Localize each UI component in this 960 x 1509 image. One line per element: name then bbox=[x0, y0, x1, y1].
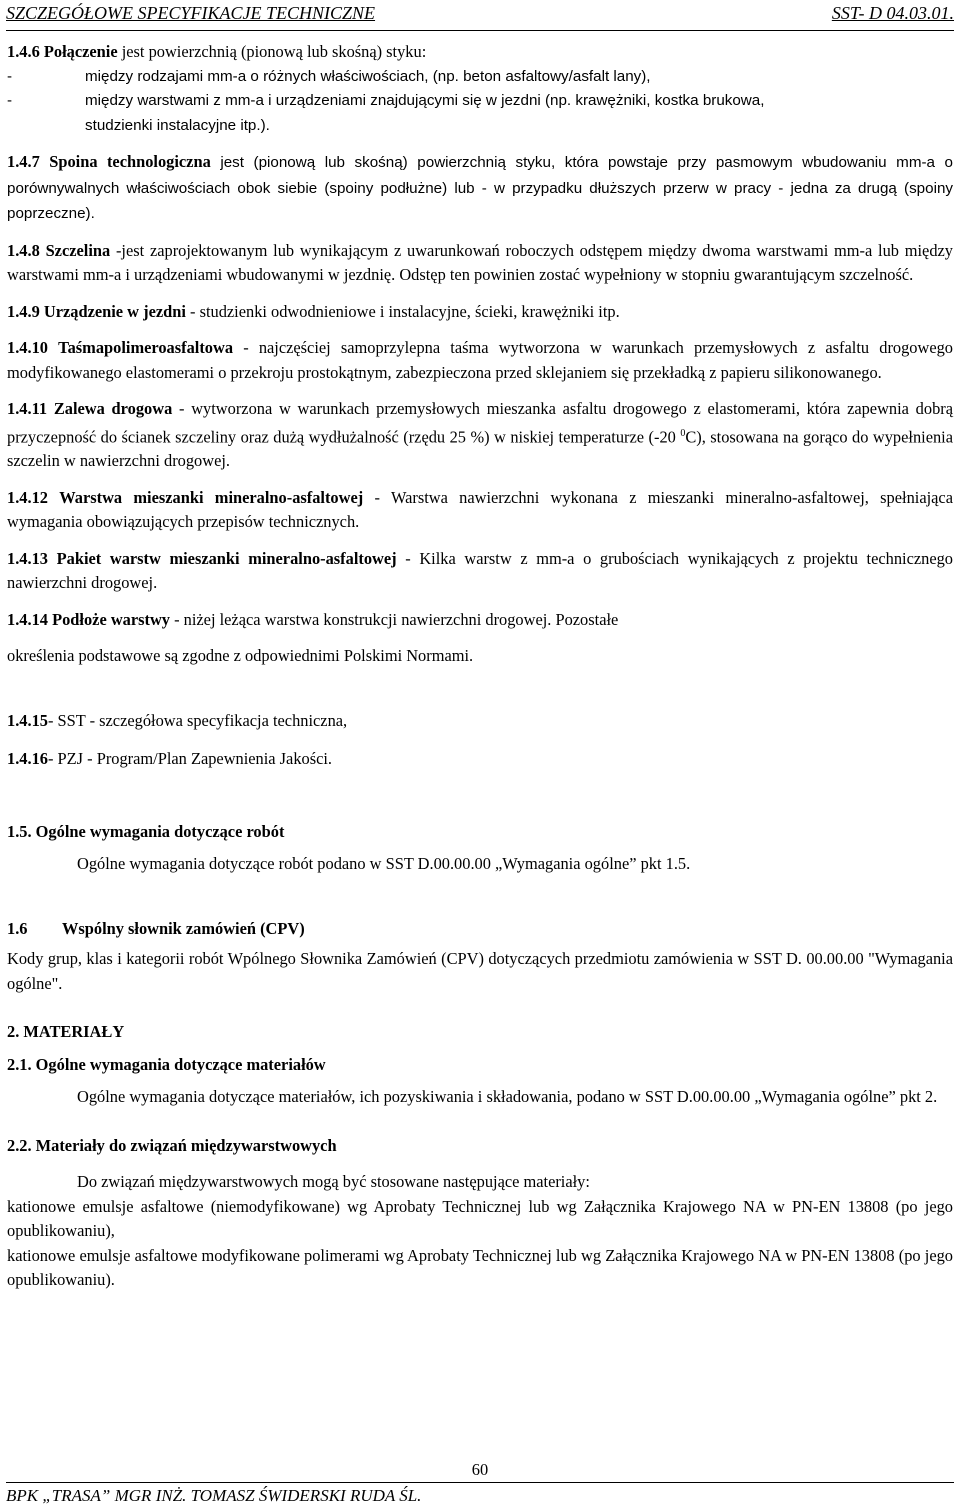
definition-term: Połączenie bbox=[43, 42, 118, 61]
list-item: kationowe emulsje asfaltowe modyfikowane polimerami wg Aprobaty Technicznej lub wg Załącznika Krajowego NA w PN-EN 13808 (po jego opublikowaniu). bbox=[7, 1245, 953, 1290]
definition-text: -jest zaprojektowanym lub wynikającym z uwarunkowań roboczych odstępem między dwoma warstwami mm-a lub między warstwami mm-a i urządzeniami wbudowanymi w jezdnię. Odstęp ten powinien zostać wypełniony w stopniu gwarantującym szczelność. bbox=[7, 240, 953, 284]
list-item: - między rodzajami mm-a o różnych właściwościach, (np. beton asfaltowy/asfalt lany), bbox=[7, 67, 651, 85]
header-title: SZCZEGÓŁOWE SPECYFIKACJE TECHNICZNE bbox=[6, 3, 376, 23]
definition-term: Szczelina bbox=[45, 240, 111, 260]
definition-1-4-15: 1.4.15- SST - szczegółowa specyfikacja techniczna, bbox=[7, 710, 348, 730]
definition-1-4-14-continued: określenia podstawowe są zgodne z odpowiednimi Polskimi Normami. bbox=[7, 646, 474, 666]
definition-text: - Kilka warstw z mm-a o grubościach wynikających z projektu technicznego nawierzchni drogowej. bbox=[7, 548, 953, 593]
header-code: SST- D 04.03.01. bbox=[831, 3, 954, 23]
definition-1-4-12: 1.4.12 Warstwa mieszanki mineralno-asfaltowej - Warstwa nawierzchni wykonana z mieszanki mineralno-asfaltowej, spełniająca wymagania obowiązujących przepisów technicznych. bbox=[7, 487, 953, 532]
section-text-1-6: Kody grup, klas i kategorii robót Wpólnego Słownika Zamówień (CPV) dotyczących przedmiotu zamówienia w SST D. 00.00.00 "Wymagania ogólne". bbox=[7, 949, 953, 993]
definition-1-4-14: 1.4.14 Podłoże warstwy - niżej leżąca warstwa konstrukcji nawierzchni drogowej. Pozostałe bbox=[7, 609, 619, 629]
section-intro-2-2: Do związań międzywarstwowych mogą być stosowane następujące materiały: bbox=[77, 1172, 590, 1192]
definition-1-4-6 bbox=[7, 40, 953, 138]
definition-text: - Warstwa nawierzchni wykonana z mieszanki mineralno-asfaltowej, spełniająca wymagania obowiązujących przepisów technicznych. bbox=[7, 487, 953, 532]
section-heading-1-6: 1.6 Wspólny słownik zamówień (CPV) bbox=[7, 918, 305, 938]
definition-term: Podłoże warstwy bbox=[52, 609, 170, 629]
section-heading-2: 2. MATERIAŁY bbox=[7, 1022, 125, 1042]
page-header bbox=[6, 0, 954, 31]
definition-term: Pakiet warstw mieszanki mineralno-asfaltowej bbox=[56, 548, 397, 568]
section-heading-2-1: 2.1. Ogólne wymagania dotyczące materiałów bbox=[7, 1054, 326, 1074]
page-number: 60 bbox=[471, 1460, 489, 1479]
definition-text: jest powierzchnią (pionową lub skośną) styku: bbox=[117, 42, 427, 61]
definition-1-4-11: 1.4.11 Zalewa drogowa - wytworzona w warunkach przemysłowych mieszanka asfaltu drogowego z elastomerami, która zapewnia dobrą przyczepność do ścianek szczeliny oraz dużą wydłużalność (rzędu 25 %) w niskiej temperaturze (-20 $^0$C), stosowana na gorąco do wypełnienia szczelin w nawierzchni drogowej. bbox=[7, 399, 954, 471]
definition-1-4-7: 1.4.7 Spoina technologiczna jest (pionową lub skośną) powierzchnią styku, która powstaje przy pasmowym wbudowaniu mm-a o porównywalnych właściwościach obok siebie (spoiny podłużne) lub - w przypadku dłuższych przerw w pracy - jedna za drugą (spoiny poprzeczne). bbox=[7, 152, 953, 222]
definition-text: - studzienki odwodnieniowe i instalacyjne, ścieki, krawężniki itp. bbox=[185, 301, 620, 321]
definition-text: - najczęściej samoprzylepna taśma wytworzona w warunkach przemysłowych z asfaltu drogowego modyfikowanego elastomerami o przekroju prostokątnym, zabezpieczona przed sklejaniem się przekładką z papieru silikonowanego. bbox=[7, 338, 953, 382]
footer-text: BPK „TRASA” MGR INŻ. TOMASZ ŚWIDERSKI RUDA ŚL. bbox=[6, 1486, 422, 1505]
definition-term: Spoina technologiczna bbox=[49, 152, 211, 171]
definition-term: Warstwa mieszanki mineralno-asfaltowej bbox=[59, 487, 364, 507]
definition-term: Urządzenie w jezdni bbox=[43, 301, 186, 321]
section-text-2-1: Ogólne wymagania dotyczące materiałów, ich pozyskiwania i składowania, podano w SST D.00.00.00 „Wymagania ogólne” pkt 2. bbox=[77, 1087, 938, 1107]
section-heading-2-2: 2.2. Materiały do związań międzywarstwowych bbox=[7, 1135, 337, 1155]
list-item-continuation: studzienki instalacyjne itp.). bbox=[85, 116, 270, 134]
list-item: - między warstwami z mm-a i urządzeniami znajdującymi się w jezdni (np. krawężniki, kostka brukowa, bbox=[7, 92, 765, 109]
definition-1-4-10: 1.4.10 Taśmapolimeroasfaltowa - najczęściej samoprzylepna taśma wytworzona w warunkach przemysłowych z asfaltu drogowego modyfikowanego elastomerami o przekroju prostokątnym, zabezpieczona przed sklejaniem się przekładką z papieru silikonowanego. bbox=[7, 338, 953, 382]
list-item: kationowe emulsje asfaltowe (niemodyfikowane) wg Aprobaty Technicznej lub wg Załącznika Krajowego NA w PN-EN 13808 (po jego opublikowaniu), bbox=[7, 1196, 953, 1241]
definition-1-4-13: 1.4.13 Pakiet warstw mieszanki mineralno-asfaltowej - Kilka warstw z mm-a o grubościach wynikających z projektu technicznego nawierzchni drogowej. bbox=[7, 548, 953, 593]
document-body bbox=[7, 40, 953, 1293]
definition-1-4-9: 1.4.9 Urządzenie w jezdni - studzienki odwodnieniowe i instalacyjne, ścieki, krawężniki itp. bbox=[7, 301, 620, 321]
definition-1-4-8: 1.4.8 Szczelina -jest zaprojektowanym lub wynikającym z uwarunkowań roboczych odstępem między dwoma warstwami mm-a lub między warstwami mm-a i urządzeniami wbudowanymi w jezdnię. Odstęp ten powinien zostać wypełniony w stopniu gwarantującym szczelność. bbox=[7, 240, 953, 284]
definition-number: 1.4.6 bbox=[7, 42, 40, 61]
definition-1-4-16: 1.4.16- PZJ - Program/Plan Zapewnienia Jakości. bbox=[7, 749, 333, 769]
section-text-1-5: Ogólne wymagania dotyczące robót podano w SST D.00.00.00 „Wymagania ogólne” pkt 1.5. bbox=[77, 854, 691, 874]
section-heading-1-5: 1.5. Ogólne wymagania dotyczące robót bbox=[7, 821, 285, 841]
definition-text: jest (pionową lub skośną) powierzchnią styku, która powstaje przy pasmowym wbudowaniu mm-a o porównywalnych właściwościach obok siebie (spoiny podłużne) lub - w przypadku dłuższych przerw w pracy - jedna za drugą (spoiny poprzeczne). bbox=[7, 154, 953, 222]
definition-term: Taśmapolimeroasfaltowa bbox=[58, 338, 234, 357]
page-footer bbox=[6, 1482, 954, 1509]
definition-term: Zalewa drogowa bbox=[53, 399, 173, 418]
